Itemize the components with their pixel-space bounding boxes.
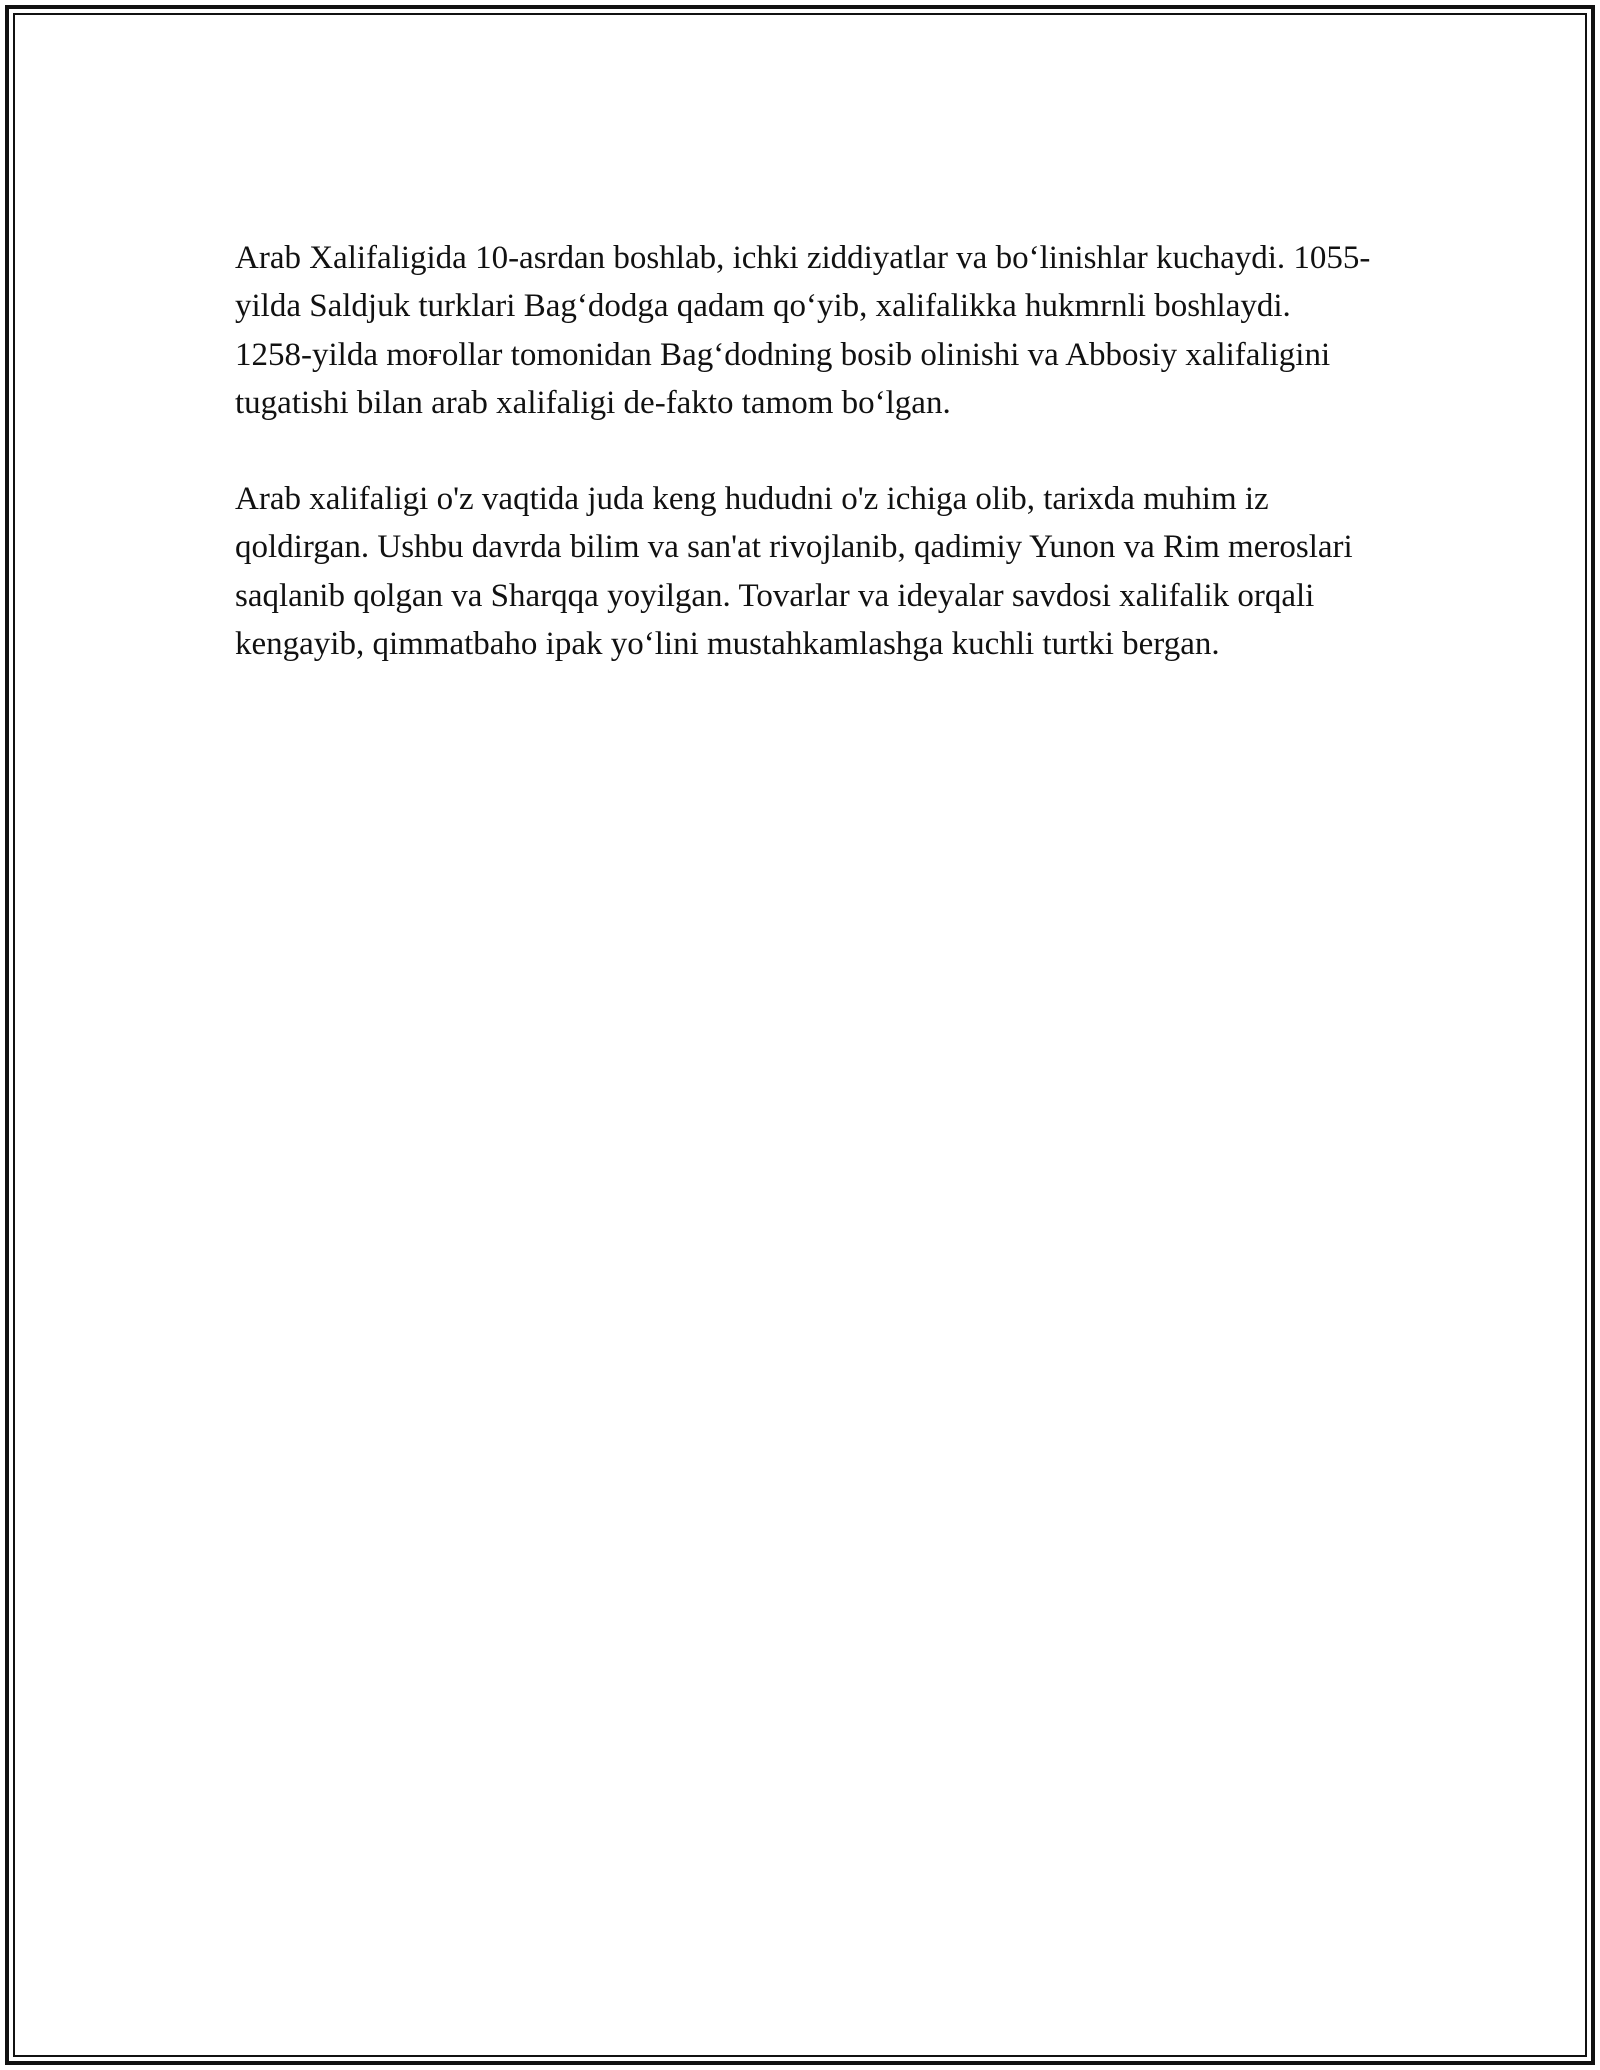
document-body [235, 234, 1375, 668]
paragraph-1: Arab Xalifaligida 10-asrdan boshlab, ichki ziddiyatlar va bo‘linishlar kuchaydi. 1055-yilda Saldjuk turklari Bag‘dodga qadam qo‘yib, xalifalikka hukmrnli boshlaydi. 1258-yilda moғollar tomonidan Bag‘dodning bosib olinishi va Abbosiy xalifaligini tugatishi bilan arab xalifaligi de-fakto tamom bo‘lgan. [235, 240, 1371, 421]
paragraph-2: Arab xalifaligi o'z vaqtida juda keng hududni o'z ichiga olib, tarixda muhim iz qoldirgan. Ushbu davrda bilim va san'at rivojlanib, qadimiy Yunon va Rim meroslari saqlanib qolgan va Sharqqa yoyilgan. Tovarlar va ideyalar savdosi xalifalik orqali kengayib, qimmatbaho ipak yo‘lini mustahkamlashga kuchli turtki bergan. [235, 481, 1353, 663]
